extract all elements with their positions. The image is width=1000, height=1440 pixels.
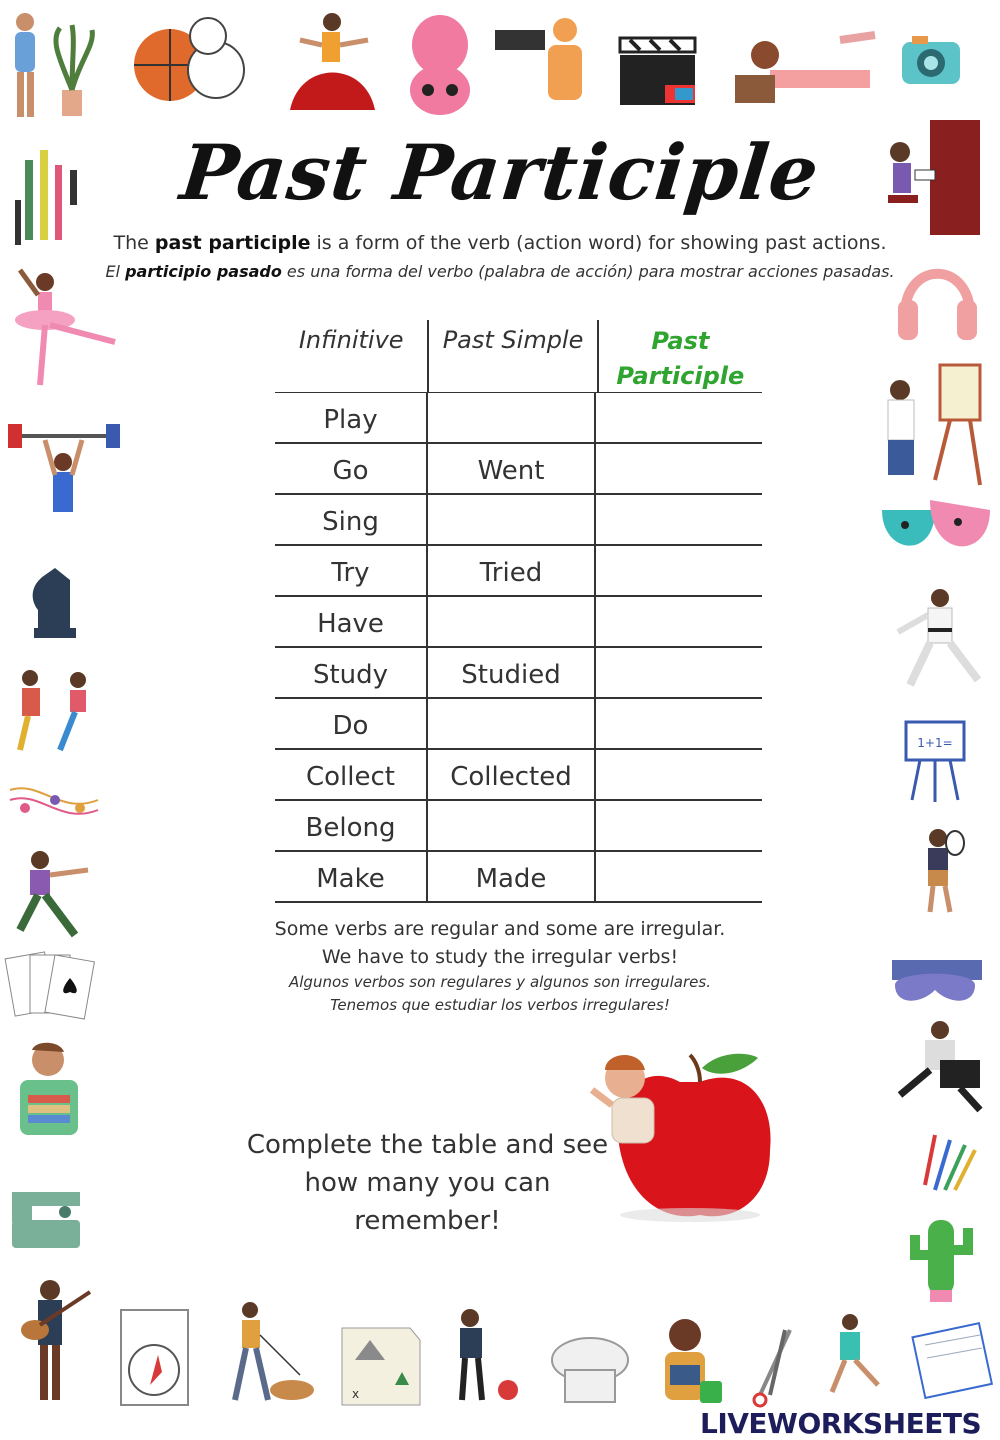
camera-icon (902, 36, 960, 84)
header-infinitive: Infinitive (275, 320, 429, 392)
theatre-masks-icon (882, 500, 990, 546)
compass-icon (121, 1310, 188, 1405)
intro-en-bold: past participle (154, 232, 311, 254)
cell-past-participle (596, 546, 760, 595)
table-row (275, 750, 762, 801)
table-row (275, 444, 762, 495)
weightlifter-icon (8, 424, 120, 512)
liveworksheets-watermark (700, 1374, 1000, 1440)
drummer-icon (460, 1309, 518, 1400)
svg-text:x: x (352, 1387, 360, 1401)
intro-spanish (0, 262, 1000, 281)
past-participle-input[interactable] (601, 711, 755, 745)
complete-line2: how many you can remember! (304, 1168, 551, 1236)
headphones-icon (898, 274, 977, 340)
intro-english (0, 232, 1000, 254)
intro-en-text: The (113, 232, 155, 254)
cell-past-simple: Made (428, 852, 596, 901)
guitar-player-icon (21, 1280, 90, 1400)
sports-balls-icon (134, 18, 244, 101)
color-pencils-icon (925, 1135, 975, 1190)
cell-past-participle (596, 750, 760, 799)
cell-past-simple (428, 801, 596, 850)
cell-past-participle (596, 648, 760, 697)
intro-es-text-end: es una forma del verbo (palabra de acción) para mostrar acciones pasadas. (281, 262, 895, 281)
table-row (275, 699, 762, 750)
cell-infinitive: Do (275, 699, 428, 748)
cell-past-participle (596, 393, 760, 442)
cell-infinitive: Sing (275, 495, 428, 544)
cell-past-participle (596, 852, 760, 901)
liveworksheets-logo-icon (700, 1381, 722, 1403)
table-row (275, 546, 762, 597)
cell-infinitive: Study (275, 648, 428, 697)
past-participle-input[interactable] (601, 864, 755, 898)
sewing-machine-icon (12, 1192, 80, 1248)
page-title: Past Participle (176, 128, 824, 217)
intro-es-bold: participio pasado (125, 262, 282, 281)
cell-past-participle (596, 801, 760, 850)
table-row (275, 648, 762, 699)
clapperboard-icon (620, 38, 695, 105)
cell-past-simple: Collected (428, 750, 596, 799)
pink-character-icon (410, 15, 470, 115)
past-participle-input[interactable] (601, 762, 755, 796)
table-row (275, 393, 762, 444)
verb-table (275, 320, 762, 903)
past-participle-input[interactable] (601, 609, 755, 643)
cell-past-simple (428, 393, 596, 442)
table-row (275, 852, 762, 903)
intro-en-text-end: is a form of the verb (action word) for showing past actions. (310, 232, 887, 254)
note-es-line2: Tenemos que estudiar los verbos irregulares! (330, 996, 670, 1014)
past-participle-input[interactable] (601, 558, 755, 592)
cell-past-participle (596, 597, 760, 646)
painter-icon (888, 365, 980, 485)
cell-past-simple: Tried (428, 546, 596, 595)
cell-infinitive: Belong (275, 801, 428, 850)
complete-line1: Complete the table and see (246, 1130, 609, 1160)
ballerina-icon (15, 270, 115, 385)
treasure-map-icon (342, 1328, 420, 1405)
cell-infinitive: Collect (275, 750, 428, 799)
svg-text:1+1=: 1+1= (917, 736, 953, 750)
chess-knight-icon (33, 568, 76, 638)
cell-past-simple (428, 597, 596, 646)
table-row (275, 801, 762, 852)
complete-prompt (230, 1126, 625, 1240)
past-participle-input[interactable] (601, 660, 755, 694)
note-es-line1: Algunos verbos son regulares y algunos son irregulares. (289, 973, 711, 991)
cell-infinitive: Make (275, 852, 428, 901)
dog-walker-icon (235, 1302, 314, 1400)
cell-infinitive: Play (275, 393, 428, 442)
cell-infinitive: Try (275, 546, 428, 595)
gardener-icon (15, 13, 92, 117)
header-past-participle: Past Participle (616, 327, 745, 390)
cell-past-simple: Studied (428, 648, 596, 697)
flamenco-dancer-icon (290, 13, 375, 110)
past-participle-input[interactable] (601, 813, 755, 847)
intro-es-text: El (105, 262, 126, 281)
cell-infinitive: Go (275, 444, 428, 493)
cell-past-participle (596, 699, 760, 748)
cell-past-participle (596, 495, 760, 544)
cell-past-simple (428, 699, 596, 748)
chef-hat-icon (552, 1338, 628, 1402)
book-reader-icon (20, 1043, 78, 1135)
cell-infinitive: Have (275, 597, 428, 646)
cactus-icon (915, 1220, 968, 1302)
table-row (275, 495, 762, 546)
tennis-player-icon (928, 829, 964, 912)
header-past-simple: Past Simple (429, 320, 598, 392)
student-icon (665, 1319, 705, 1400)
past-participle-input[interactable] (601, 456, 755, 490)
cell-past-simple: Went (428, 444, 596, 493)
reading-girl-icon (735, 35, 875, 103)
table-body (275, 393, 762, 903)
note-en-line2: We have to study the irregular verbs! (321, 946, 679, 968)
watermark-text: LIVEWORKSHEETS (700, 1407, 982, 1440)
music-notes-icon (10, 788, 98, 814)
note-en-line1: Some verbs are regular and some are irregular. (274, 918, 726, 940)
karate-icon (898, 589, 978, 685)
judo-icon (900, 1021, 980, 1110)
dancing-couple-icon (20, 670, 86, 750)
cell-past-participle (596, 444, 760, 493)
table-header (275, 320, 762, 393)
camera-operator-icon (495, 18, 582, 100)
cell-past-simple (428, 495, 596, 544)
past-participle-input[interactable] (601, 507, 755, 541)
past-participle-input[interactable] (601, 405, 755, 439)
table-row (275, 597, 762, 648)
whiteboard-icon (906, 722, 964, 802)
